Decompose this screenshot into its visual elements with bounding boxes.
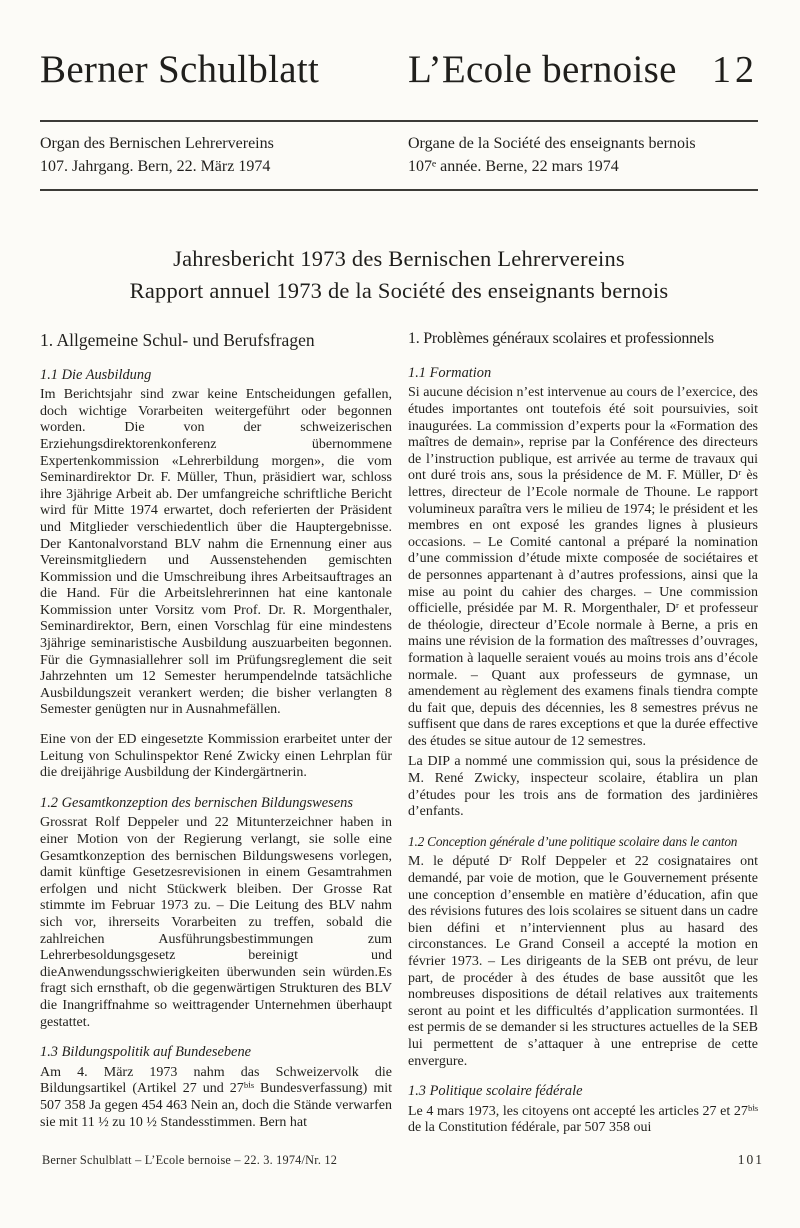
page-number: 101 — [737, 1152, 764, 1167]
section-heading-french: 1. Problèmes généraux scolaires et professionnels — [408, 330, 714, 348]
paragraph: La DIP a nommé une commission qui, sous la présidence de M. René Zwicky, inspecteur scolaire, établira un plan d’études pour les trois ans de formation des jardinières d’enfants. — [408, 754, 758, 820]
organ-french — [408, 133, 758, 178]
footer-imprint: Berner Schulblatt – L’Ecole bernoise – 22. 3. 1974/Nr. 12 — [42, 1153, 338, 1167]
page-footer — [42, 1152, 764, 1168]
paragraph: Im Berichtsjahr sind zwar keine Entscheidungen gefallen, doch wichtige Vorarbeiten weitergeführt oder begonnen worden. Die von der schweizerischen Erziehungsdirektorenkonferenz übernommene Expertenkommission «Lehrerbildung morgen», die vom Seminardirektor Dr. F. Müller, Thun, präsidiert war, schloss ihre 3jährige Arbeit ab. Der umfangreiche schriftliche Bericht wird für Mitte 1974 erwartet, doch referierten der Präsident und Mitglieder verschiedentlich über die Hauptergebnisse. Der Kantonalvorstand BLV nahm die Ernennung einer aus Vereinsmitgliedern und Aussenstehenden gemischten Kommission und die Umschreibung ihres Arbeitsauftrages an die Hand. Für die Arbeitslehrerinnen hat eine kantonale Kommission unter Vorsitz vom Prof. Dr. R. Morgenthaler, Seminardirektor, Bern, einen Vorschlag für eine mindestens 3jährige seminaristische Ausbildung auszuarbeiten begonnen. Für die Gymnasiallehrer soll im Prüfungsreglement die seit Jahrzehnten um 12 Semester herumpendelnde tatsächliche Ausbildungszeit verankert werden; die bisher verlangten 8 Semester genügten nur in Ausnahmefällen. — [40, 387, 392, 718]
organ-german-line1: Organ des Bernischen Lehrervereins — [40, 135, 274, 152]
paragraph: Eine von der ED eingesetzte Kommission erarbeitet unter der Leitung von Schulinspektor René Zwicky einen Lehrplan für die dreijährige Ausbildung der Kindergärtnerin. — [40, 732, 392, 781]
article-title-german: Jahresbericht 1973 des Bernischen Lehrervereins — [173, 246, 625, 272]
organ-french-line2: 107ᵉ année. Berne, 22 mars 1974 — [408, 157, 619, 175]
subsection-de-1-2 — [40, 795, 392, 1031]
issue-number: 12 — [712, 49, 758, 91]
subsection-de-1-3 — [40, 1044, 392, 1131]
masthead-right — [408, 48, 758, 92]
masthead — [40, 0, 758, 92]
subsection-fr-1-3 — [408, 1083, 758, 1137]
masthead-left — [40, 50, 392, 91]
paragraph: Am 4. März 1973 nahm das Schweizervolk die Bildungsartikel (Artikel 27 und 27ᵇⁱˢ Bundesverfassung) mit 507 358 Ja gegen 454 463 Nein an, doch die Stände verwarfen sie mit 11 ½ zu 10 ½ Standesstimmen. Bern hat — [40, 1064, 392, 1130]
subsection-de-1-1 — [40, 367, 392, 782]
article-title-french: Rapport annuel 1973 de la Société des enseignants bernois — [129, 277, 669, 303]
organ-french-line1: Organe de la Société des enseignants bernois — [408, 135, 696, 152]
paragraph: M. le député Dʳ Rolf Deppeler et 22 cosignataires ont demandé, par voie de motion, que le Gouvernement présente une conception d’ensemble en matière d’éducation, afin que des révisions futures des lois scolaires se situent dans un cadre bien défini et n’interviennent plus au hasard des circonstances. Le Grand Conseil a accepté la motion en février 1973. – Les dirigeants de la SEB ont prévu, de leur part, de procéder à des études de base aussitôt que les nombreuses dispositions de détail relatives aux traitements seront au point et les difficultés d’application surmontées. Il est permis de se demander si les structures actuelles de la SEB lui permettent de s’attaquer à une entreprise de cette envergure. — [408, 854, 758, 1069]
column-german — [40, 330, 392, 1137]
organ-german — [40, 133, 392, 178]
subsection-heading: 1.1 Formation — [408, 364, 492, 381]
subsection-fr-1-1 — [408, 365, 758, 821]
header-rule-bottom — [40, 189, 758, 191]
section-heading-german: 1. Allgemeine Schul- und Berufsfragen — [40, 330, 315, 351]
subsection-heading: 1.2 Conception générale d’une politique scolaire dans le canton — [408, 833, 738, 849]
column-french — [408, 330, 758, 1137]
subsection-heading: 1.3 Bildungspolitik auf Bundesebene — [40, 1044, 252, 1061]
organ-german-line2: 107. Jahrgang. Bern, 22. März 1974 — [40, 157, 271, 175]
body-columns — [40, 330, 758, 1137]
subsection-fr-1-2 — [408, 834, 758, 1070]
subsection-heading: 1.3 Politique scolaire fédérale — [408, 1083, 583, 1100]
organ-row — [40, 122, 758, 178]
paragraph: Grossrat Rolf Deppeler und 22 Mitunterzeichner haben in einer Motion von der Regierung verlangt, sie solle eine Gesamtkonzeption des bernischen Bildungswesens vorlegen, damit künftige Gesetzesrevisionen in einem Gesamtrahmen erfolgen und nicht Stückwerk bleiben. Der Grosse Rat stimmte im Februar 1973 zu. – Die Leitung des BLV nahm sich vor, ihrerseits Vorarbeiten zu treffen, sobald die zahlreichen Ausführungsbestimmungen zum Lehrerbesoldungsgesetz bereinigt und dieAnwendungsschwierigkeiten überwunden sein würden.Es fragt sich ernsthaft, ob die gegenwärtigen Strukturen des BLV die Inangriffnahme so weittragender Unternehmen überhaupt gestattet. — [40, 815, 392, 1030]
article-title — [40, 243, 758, 306]
paragraph: Le 4 mars 1973, les citoyens ont accepté les articles 27 et 27ᵇⁱˢ de la Constitution fédérale, par 507 358 oui — [408, 1103, 758, 1136]
subsection-heading: 1.1 Die Ausbildung — [40, 366, 152, 383]
masthead-title-french: L’Ecole bernoise — [408, 48, 677, 91]
subsection-heading: 1.2 Gesamtkonzeption des bernischen Bildungswesens — [40, 794, 353, 811]
paragraph: Si aucune décision n’est intervenue au cours de l’exercice, des études importantes ont toutefois été soit poursuivies, soit inaugurées. La commission d’experts pour la «Formation des maîtres de demain», reprise par la Conférence des directeurs de l’instruction publique, est arrivée au terme de travaux qui ont duré trois ans, sous la présidence de M. F. Müller, Dʳ ès lettres, directeur de l’Ecole normale de Thoune. Le rapport volumineux paraîtra vers le milieu de 1974; le président et les membres en ont exposé les grandes lignes à plusieurs occasions. – Le Comité cantonal a préparé la nomination d’une commission d’étude mixte composée de sociétaires et de personnes appartenant à d’autres professions, ainsi que la mise au point du cahier des charges. – Une commission officielle, présidée par M. R. Morgenthaler, Dʳ et professeur de théologie, directeur d’Ecole normale à Berne, a pris en mains une révision de la formation des maîtresses d’ouvrages, formation à laquelle seraient voués au moins trois ans d’école normale. – Quant aux professeurs de gymnase, un amendement au règlement des examens finals tiendra compte du fait que, depuis des décennies, les 8 semestres prévus ne suffisent que dans de rares exceptions et que la durée effective des études se situe autour de 12 semestres. — [408, 385, 758, 749]
masthead-title-german: Berner Schulblatt — [40, 48, 320, 91]
